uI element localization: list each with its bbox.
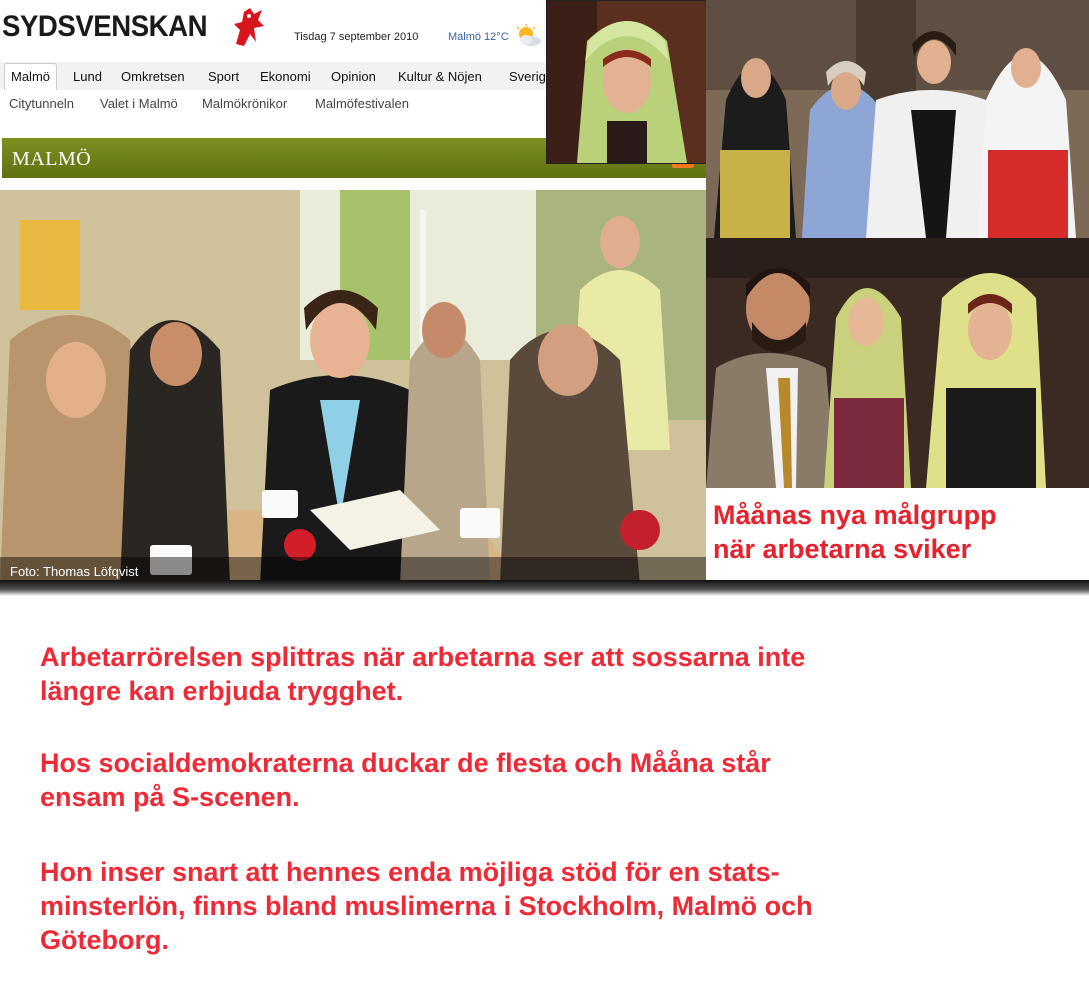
headline-line-1: Måånas nya målgrupp (713, 500, 997, 530)
subnav-item-citytunneln[interactable]: Citytunneln (9, 96, 75, 111)
date-label: Tisdag 7 september 2010 (294, 31, 419, 43)
paragraph-2 (40, 746, 1070, 814)
griffin-logo-icon (228, 4, 268, 50)
section-title: MALMÖ (12, 148, 92, 170)
paragraph-2-line-1: Hos socialdemokraterna duckar de flesta och Mååna står (40, 748, 771, 778)
main-nav (0, 62, 546, 91)
newspaper-logo: SYDSVENSKAN (2, 10, 208, 43)
nav-item-malmo[interactable]: Malmö (4, 63, 57, 90)
weather-label[interactable]: Malmö 12°C (448, 31, 509, 43)
subnav-item-malmokronikor[interactable]: Malmökrönikor (202, 96, 288, 111)
subnav-item-valet[interactable]: Valet i Malmö (100, 96, 178, 111)
nav-item-opinion[interactable]: Opinion (331, 69, 376, 84)
paragraph-3-line-2: minsterlön, finns bland muslimerna i Stockholm, Malmö och (40, 891, 813, 921)
main-photo-women-at-table (0, 190, 706, 585)
headline-box (706, 488, 1089, 580)
nav-item-sport[interactable]: Sport (208, 69, 240, 84)
photo-credit: Foto: Thomas Löfqvist (10, 564, 139, 579)
paragraph-1-line-2: längre kan erbjuda trygghet. (40, 676, 404, 706)
sun-cloud-icon (514, 24, 542, 48)
portrait-photo-headscarf (546, 0, 708, 164)
group-photo-four-women (706, 0, 1089, 238)
newspaper-masthead (0, 0, 546, 60)
headline-line-2: när arbetarna sviker (713, 534, 972, 564)
paragraph-3-line-1: Hon inser snart att hennes enda möjliga stöd för en stats- (40, 857, 780, 887)
paragraph-1-line-1: Arbetarrörelsen splittras när arbetarna ser att sossarna inte (40, 642, 806, 672)
paragraph-1 (40, 640, 1070, 708)
nav-item-omkretsen[interactable]: Omkretsen (121, 69, 185, 84)
paragraph-3 (40, 855, 1070, 957)
nav-item-ekonomi[interactable]: Ekonomi (260, 69, 311, 84)
photo-man-and-two-women (706, 238, 1089, 488)
subnav-item-malmofestivalen[interactable]: Malmöfestivalen (315, 96, 409, 111)
nav-item-kultur[interactable]: Kultur & Nöjen (398, 69, 482, 84)
image-bottom-shadow (0, 580, 1089, 596)
nav-item-sverige[interactable]: Sverig (509, 69, 546, 84)
paragraph-2-line-2: ensam på S-scenen. (40, 782, 300, 812)
nav-item-lund[interactable]: Lund (73, 69, 102, 84)
paragraph-3-line-3: Göteborg. (40, 925, 169, 955)
sub-nav (0, 90, 546, 120)
